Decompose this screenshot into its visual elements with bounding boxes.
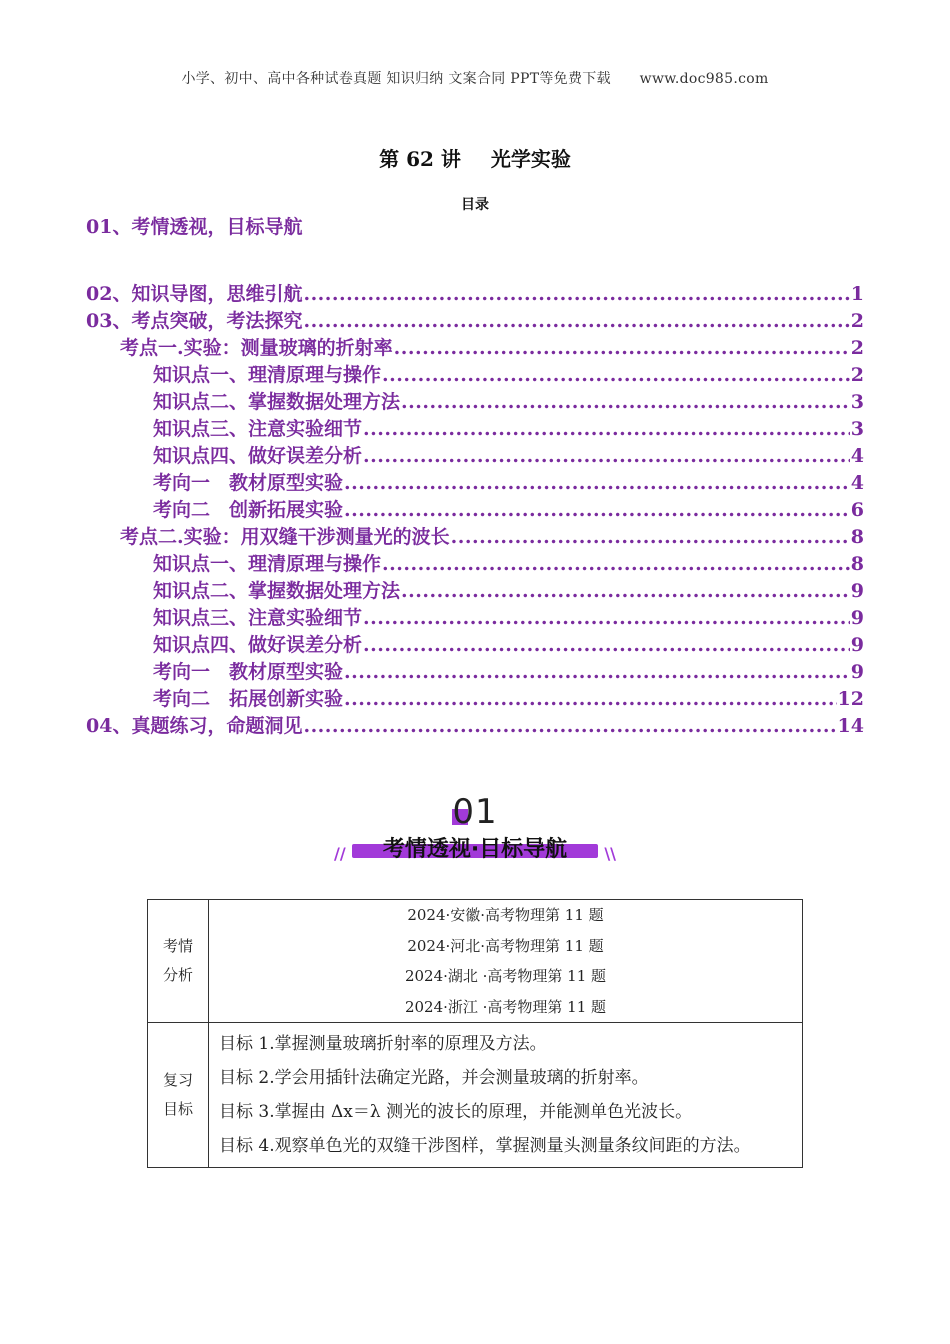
- toc-entry[interactable]: [86, 605, 864, 632]
- badge-deco-left: //: [334, 844, 346, 863]
- toc-entry[interactable]: [86, 362, 864, 389]
- toc-entry-page: 1: [850, 283, 864, 305]
- toc-leader-dots: [363, 605, 850, 632]
- toc-entry[interactable]: [86, 632, 864, 659]
- toc-entry-label: 02、知识导图，思维引航: [86, 283, 303, 305]
- goal-head: [148, 1023, 209, 1168]
- goal-item: 目标 3.掌握由 Δx＝λ 测光的波长的原理，并能测单色光波长。: [219, 1102, 693, 1122]
- toc-entry-page: 9: [850, 607, 864, 629]
- toc-leader-dots: [382, 362, 850, 389]
- toc-entry-page: 9: [850, 634, 864, 656]
- toc-leader-dots: [401, 389, 850, 416]
- goal-list: [209, 1023, 803, 1168]
- section-badge: [330, 792, 620, 872]
- goal-row: [148, 1023, 803, 1168]
- exam-list: [209, 900, 803, 1023]
- toc-entry-label: 考向二 拓展创新实验: [153, 688, 344, 710]
- toc-entry[interactable]: [86, 551, 864, 578]
- toc-leader-dots: [344, 686, 837, 713]
- toc-entry[interactable]: [86, 470, 864, 497]
- toc-leader-dots: [303, 713, 836, 740]
- toc-entry-label: 考点一.实验：测量玻璃的折射率: [120, 337, 393, 359]
- toc-leader-dots: [344, 659, 850, 686]
- toc-entry-page: 2: [850, 337, 864, 359]
- toc-entry-label: 知识点四、做好误差分析: [153, 445, 363, 467]
- toc-entry-page: 3: [850, 418, 864, 440]
- exam-item: 2024·湖北 ·高考物理第 11 题: [404, 967, 607, 985]
- toc-heading: 目录: [461, 197, 489, 213]
- toc-entry[interactable]: [86, 578, 864, 605]
- toc-leader-dots: [363, 632, 850, 659]
- toc-entry[interactable]: [86, 416, 864, 443]
- toc-entry[interactable]: [86, 281, 864, 308]
- toc-entry[interactable]: [86, 659, 864, 686]
- toc-leader-dots: [303, 308, 849, 335]
- toc-entry[interactable]: [86, 389, 864, 416]
- toc-entry-page: 9: [850, 580, 864, 602]
- toc-entry[interactable]: [86, 308, 864, 335]
- header-site[interactable]: www.doc985.com: [639, 71, 769, 87]
- toc-leader-dots: [344, 470, 850, 497]
- toc-entry-label: 知识点二、掌握数据处理方法: [153, 580, 401, 602]
- toc-leader-dots: [363, 443, 850, 470]
- toc-entry-page: 2: [850, 364, 864, 386]
- page-header: [0, 68, 950, 88]
- toc-entry-label: 知识点三、注意实验细节: [153, 418, 363, 440]
- badge-deco-right: \\: [604, 844, 616, 863]
- toc-entry-label: 考向一 教材原型实验: [153, 661, 344, 683]
- toc-entry-page: 3: [850, 391, 864, 413]
- toc-entry-label: 考点二.实验：用双缝干涉测量光的波长: [120, 526, 450, 548]
- toc-entry[interactable]: [86, 335, 864, 362]
- goal-item: 目标 1.掌握测量玻璃折射率的原理及方法。: [219, 1034, 547, 1054]
- toc-entry-label: 考向二 创新拓展实验: [153, 499, 344, 521]
- badge-title: 考情透视·目标导航: [382, 837, 568, 862]
- lecture-name: 光学实验: [490, 147, 571, 171]
- exam-head-label: 考情分析: [162, 937, 193, 984]
- toc-entry-page: 2: [850, 310, 864, 332]
- toc-entry-page: 14: [837, 715, 864, 737]
- lecture-number: 第 62 讲: [379, 147, 461, 171]
- exam-head: [148, 900, 209, 1023]
- toc-entry-page: 4: [850, 472, 864, 494]
- toc-leader-dots: [451, 524, 850, 551]
- toc-entry-label: 知识点一、理清原理与操作: [153, 553, 382, 575]
- toc-entry-label: 知识点一、理清原理与操作: [153, 364, 382, 386]
- toc-entry[interactable]: [86, 713, 864, 740]
- info-table: [147, 899, 803, 1168]
- toc-entry-page: 6: [850, 499, 864, 521]
- toc-entry[interactable]: [86, 497, 864, 524]
- toc-entry-label: 知识点四、做好误差分析: [153, 634, 363, 656]
- table-of-contents: [86, 281, 864, 740]
- toc-leader-dots: [344, 497, 850, 524]
- exam-item: 2024·安徽·高考物理第 11 题: [407, 906, 604, 924]
- toc-entry-label: 04、真题练习，命题洞见: [86, 715, 303, 737]
- toc-entry-label: 知识点二、掌握数据处理方法: [153, 391, 401, 413]
- badge-number: 01: [452, 792, 498, 832]
- toc-leader-dots: [394, 335, 850, 362]
- lecture-title: [0, 143, 950, 172]
- exam-item: 2024·河北·高考物理第 11 题: [407, 936, 604, 955]
- toc-leader-dots: [401, 578, 850, 605]
- toc-entry-page: 12: [837, 688, 864, 710]
- header-text: 小学、初中、高中各种试卷真题 知识归纳 文案合同 PPT等免费下载: [181, 71, 611, 87]
- toc-entry-label: 考向一 教材原型实验: [153, 472, 344, 494]
- goal-head-label: 复习目标: [162, 1071, 193, 1118]
- toc-leader-dots: [363, 416, 850, 443]
- toc-entry-label: 03、考点突破，考法探究: [86, 310, 303, 332]
- toc-leader-dots: [303, 281, 849, 308]
- toc-entry-label: 知识点三、注意实验细节: [153, 607, 363, 629]
- exam-item: 2024·浙江 ·高考物理第 11 题: [404, 997, 607, 1016]
- toc-entry-page: 8: [850, 526, 864, 548]
- toc-first-entry[interactable]: 01、考情透视，目标导航: [86, 216, 303, 238]
- toc-entry-page: 8: [850, 553, 864, 575]
- toc-entry-page: 4: [850, 445, 864, 467]
- toc-entry-page: 9: [850, 661, 864, 683]
- toc-entry[interactable]: [86, 686, 864, 713]
- goal-item: 目标 4.观察单色光的双缝干涉图样，掌握测量头测量条纹间距的方法。: [219, 1136, 751, 1156]
- exam-row: [148, 900, 803, 1023]
- toc-entry[interactable]: [86, 524, 864, 551]
- toc-leader-dots: [382, 551, 850, 578]
- toc-entry[interactable]: [86, 443, 864, 470]
- goal-item: 目标 2.学会用插针法确定光路，并会测量玻璃的折射率。: [219, 1068, 649, 1088]
